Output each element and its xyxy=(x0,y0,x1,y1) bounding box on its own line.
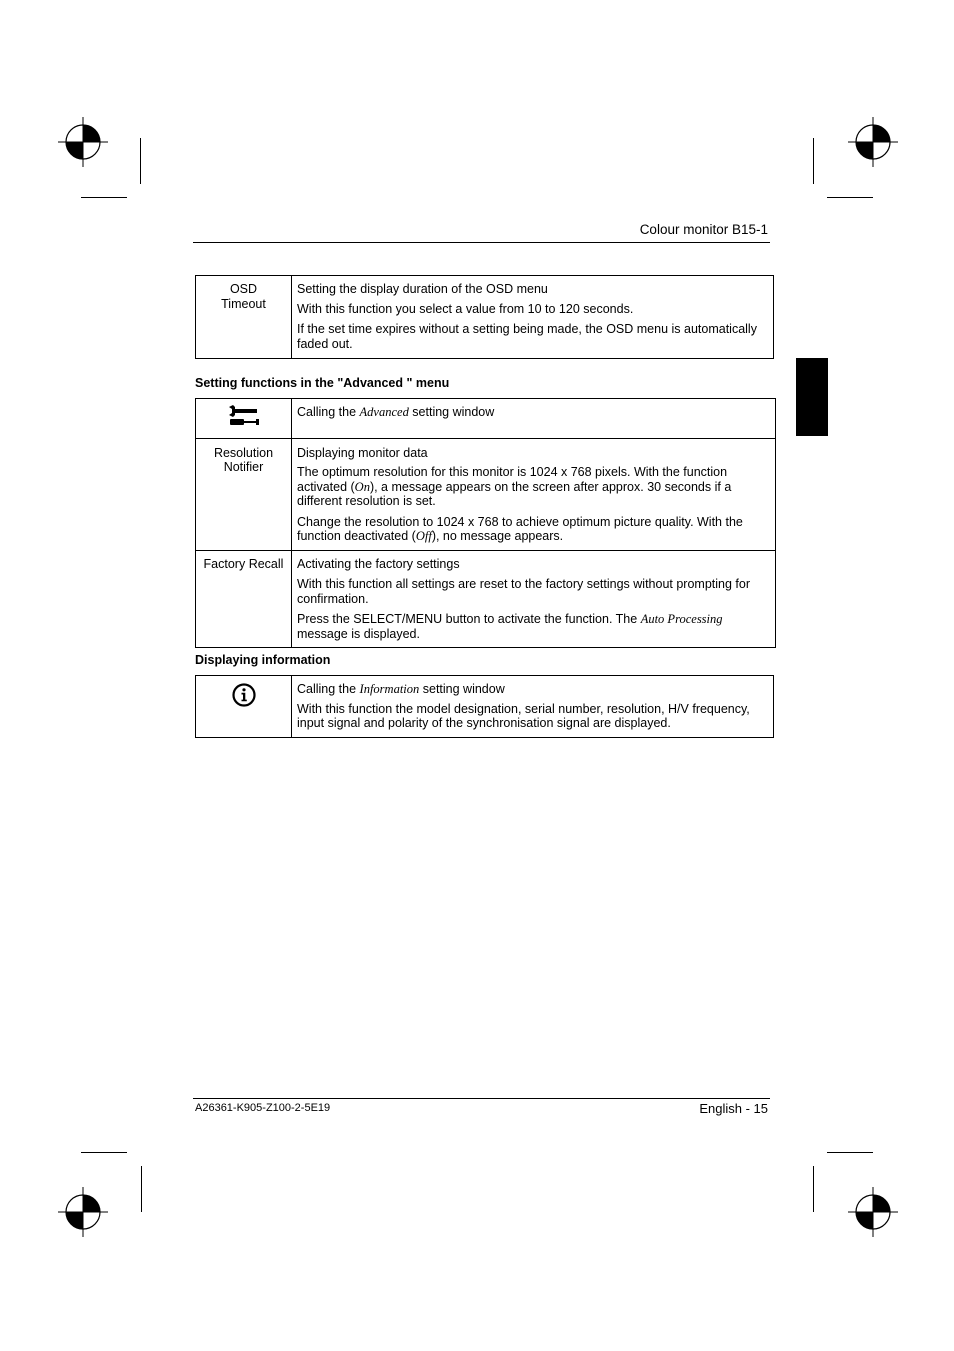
section-heading-advanced: Setting functions in the "Advanced " menu xyxy=(195,376,450,390)
registration-mark-bottom-right xyxy=(848,1187,898,1237)
factory-recall-label: Factory Recall xyxy=(196,550,292,648)
italic-term: Off xyxy=(415,529,432,543)
information-icon-cell xyxy=(196,676,292,738)
label-line: Timeout xyxy=(221,296,266,311)
label-line: Resolution xyxy=(213,445,274,460)
italic-term: On xyxy=(354,479,370,494)
text-segment: ), no message appears. xyxy=(431,529,564,543)
page-header-title: Colour monitor B15-1 xyxy=(639,222,768,237)
information-description xyxy=(292,676,774,738)
factory-recall-description xyxy=(292,550,776,648)
header-rule xyxy=(193,242,770,243)
row-heading: Displaying monitor data xyxy=(297,445,428,460)
crop-line xyxy=(813,1166,814,1212)
text-segment: Calling the xyxy=(297,682,360,696)
text-segment: ), a message appears on the screen after approx. 30 seconds if a different resolution is set. xyxy=(297,479,732,508)
label-line: OSD xyxy=(229,282,258,296)
text-segment: message is displayed. xyxy=(297,626,420,641)
crop-line xyxy=(813,138,814,184)
advanced-functions-table xyxy=(195,398,776,648)
text-segment: Press the SELECT/MENU button to activate the function. The xyxy=(297,612,641,626)
resolution-notifier-label xyxy=(196,438,292,550)
crop-line xyxy=(141,1166,142,1212)
italic-term: Information xyxy=(359,682,420,696)
registration-mark-top-right xyxy=(848,117,898,167)
paragraph: If the set time expires without a setting being made, the OSD menu is automatically faded out. xyxy=(297,322,757,351)
registration-mark-bottom-left xyxy=(58,1187,108,1237)
osd-timeout-description xyxy=(292,276,774,359)
paragraph: With this function all settings are reset to the factory settings without prompting for confirmation. xyxy=(297,577,750,606)
table-row xyxy=(196,550,776,648)
table-row xyxy=(196,399,776,439)
text-segment: Change the resolution to 1024 x 768 to achieve optimum picture quality. With the function deactivated ( xyxy=(297,514,743,543)
advanced-calling-cell xyxy=(292,399,776,439)
footer-page-number: English - 15 xyxy=(699,1101,768,1116)
table-row xyxy=(196,676,774,738)
row-heading: Activating the factory settings xyxy=(297,556,460,571)
osd-timeout-label xyxy=(196,276,292,359)
wrench-screwdriver-icon xyxy=(227,404,261,428)
footer-rule xyxy=(193,1098,770,1099)
table-row xyxy=(196,438,776,550)
text-segment: setting window xyxy=(419,682,505,696)
crop-line xyxy=(81,197,127,198)
crop-line xyxy=(140,138,141,184)
table-row xyxy=(196,276,774,359)
registration-mark-top-left xyxy=(58,117,108,167)
paragraph: With this function the model designation, serial number, resolution, H/V frequency, input signal and polarity of the synchronisation signal are displayed. xyxy=(297,701,750,730)
resolution-notifier-description xyxy=(292,438,776,550)
text-segment: Calling the xyxy=(297,405,360,419)
footer-doc-code: A26361-K905-Z100-2-5E19 xyxy=(195,1102,331,1114)
italic-term: Auto Processing xyxy=(640,612,723,626)
crop-line xyxy=(827,1152,873,1153)
information-table xyxy=(195,675,774,738)
osd-timeout-table xyxy=(195,275,774,359)
section-heading-information: Displaying information xyxy=(195,653,331,667)
crop-line xyxy=(827,197,873,198)
italic-term: Advanced xyxy=(359,405,409,419)
row-heading: Setting the display duration of the OSD menu xyxy=(297,282,548,296)
text-segment: setting window xyxy=(408,405,495,419)
text-segment: The optimum resolution for this monitor is 1024 x 768 pixels. With the function activated ( xyxy=(297,465,728,494)
chapter-tab-marker xyxy=(796,358,828,436)
info-icon xyxy=(231,682,257,708)
label-line: Notifier xyxy=(223,460,264,474)
paragraph: With this function you select a value from 10 to 120 seconds. xyxy=(297,301,634,316)
crop-line xyxy=(81,1152,127,1153)
advanced-icon-cell xyxy=(196,399,292,439)
